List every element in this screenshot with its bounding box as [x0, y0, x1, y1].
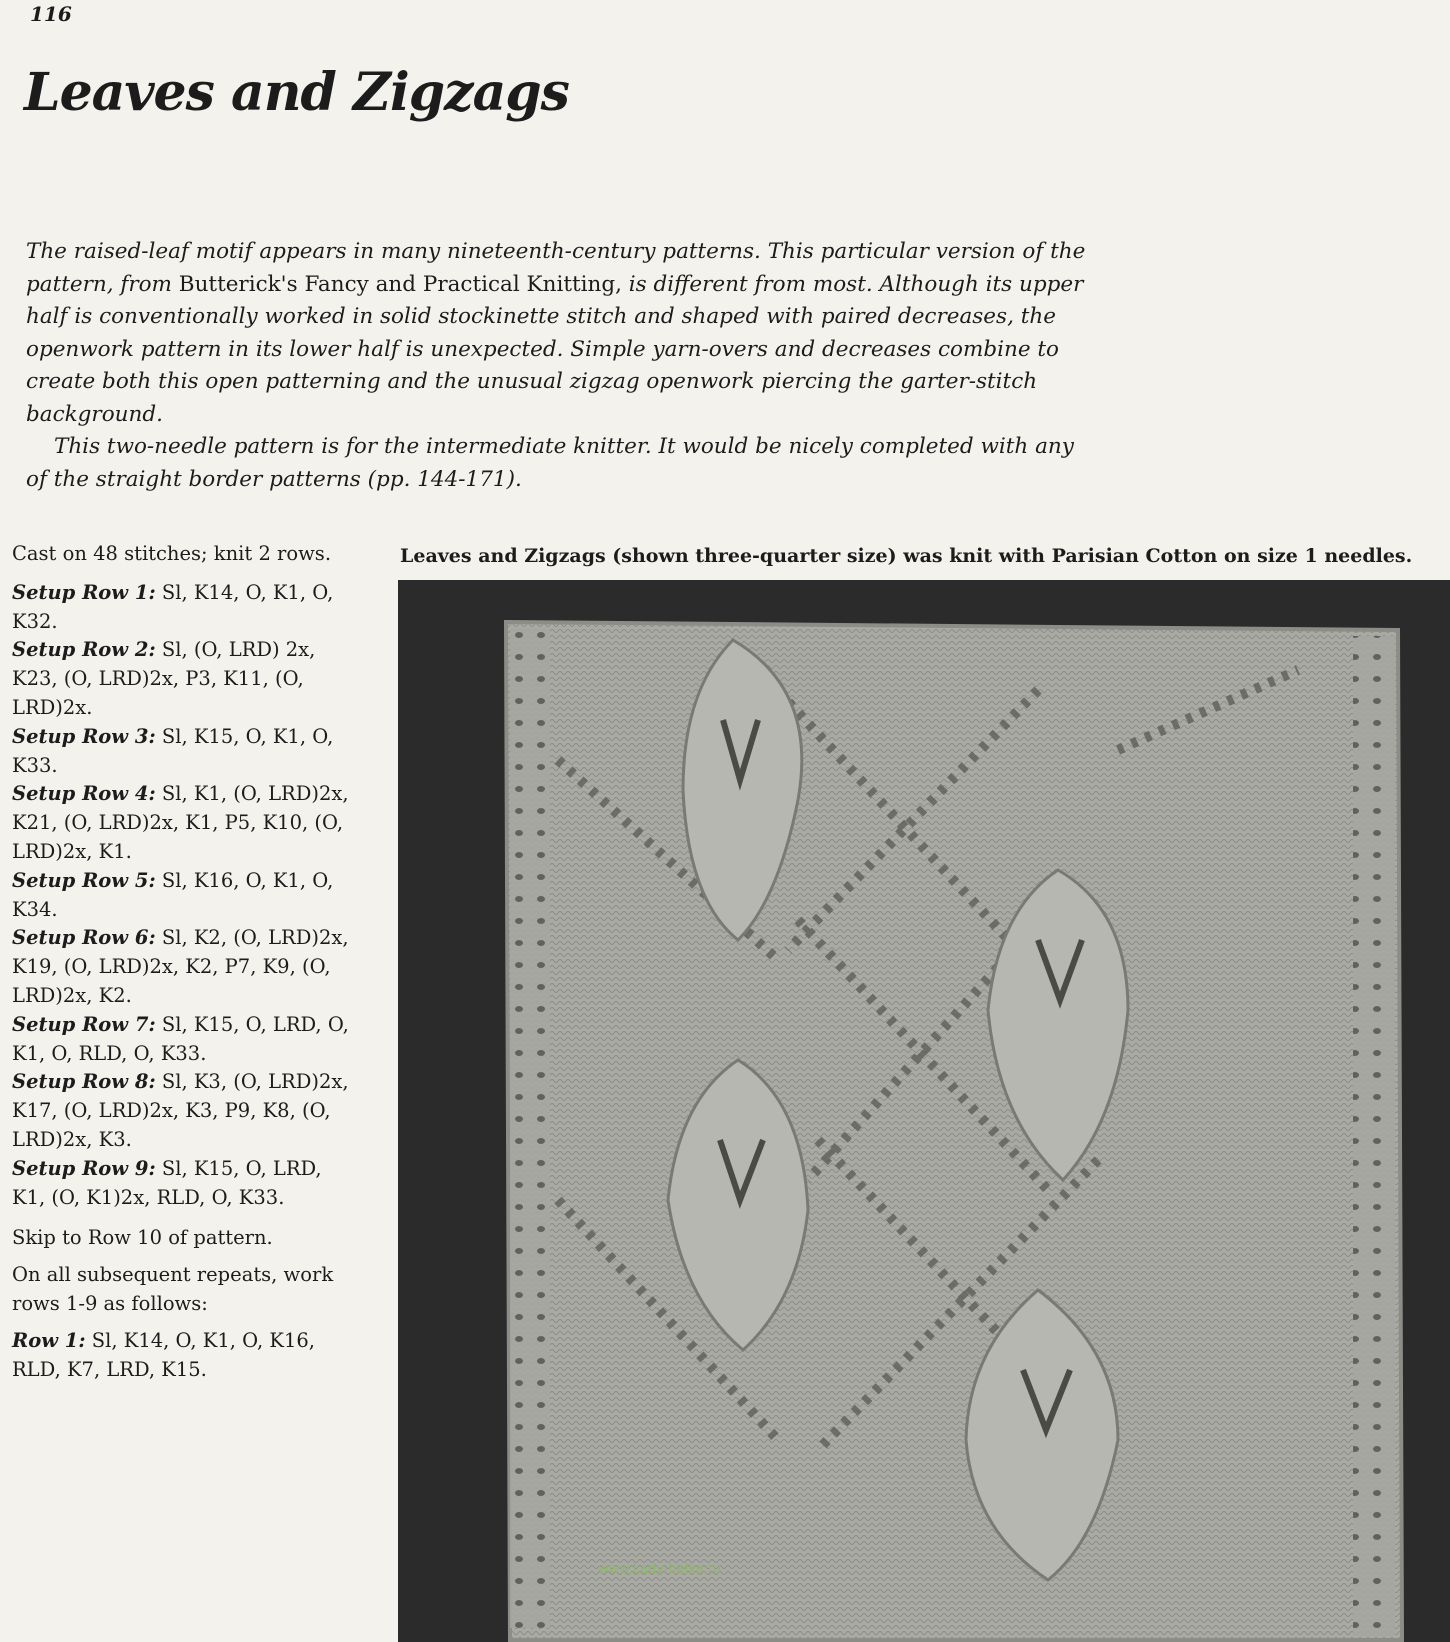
- row-text: Sl, K16, O, K1, O, K34.: [12, 868, 334, 921]
- knitted-swatch-image: [398, 580, 1450, 1642]
- intro-paragraph-2: This two-needle pattern is for the intermediate knitter. It would be nicely completed with any of the straight border patterns (pp. 144-171).: [26, 434, 1074, 492]
- row-label: Setup Row 7:: [12, 1012, 156, 1036]
- row-label: Setup Row 4:: [12, 782, 156, 806]
- row-label: Setup Row 3:: [12, 724, 156, 748]
- page-number: 116: [30, 2, 72, 26]
- row-text: Sl, K14, O, K1, O, K32.: [12, 580, 334, 633]
- row-label: Setup Row 6:: [12, 926, 156, 950]
- row-1: [12, 1327, 352, 1385]
- row-label: Setup Row 1:: [12, 580, 156, 604]
- setup-row: [12, 723, 352, 781]
- row-text: Sl, K15, O, LRD, O, K1, O, RLD, O, K33.: [12, 1012, 349, 1065]
- swatch-photo: [398, 580, 1450, 1642]
- intro-text-part: is different from most. Although its upper half is conventionally worked in solid stockinette stitch and shaped with paired decreases, the openwork pattern in its lower half is unexpected. Simple yarn-overs and decreases combine to create both this open patterning and the unusual zigzag openwork piercing the garter-stitch background.: [26, 271, 1084, 427]
- intro-book-title: Fancy and Practical Knitting,: [297, 271, 629, 297]
- skip-text: Skip to Row 10 of pattern.: [12, 1226, 273, 1250]
- row-text: Sl, K15, O, K1, O, K33.: [12, 724, 334, 777]
- row-label: Setup Row 9:: [12, 1156, 156, 1180]
- page-title: Leaves and Zigzags: [24, 62, 569, 123]
- row-label: Row 1:: [12, 1328, 86, 1352]
- row-text: Sl, K1, (O, LRD)2x, K21, (O, LRD)2x, K1, P5, K10, (O, LRD)2x, K1.: [12, 782, 349, 863]
- row-text: Sl, K3, (O, LRD)2x, K17, (O, LRD)2x, K3, P9, K8, (O, LRD)2x, K3.: [12, 1070, 349, 1151]
- setup-row: [12, 636, 352, 722]
- row-text: Sl, K14, O, K1, O, K16, RLD, K7, LRD, K15.: [12, 1328, 315, 1381]
- row-text: Sl, K15, O, LRD, K1, (O, K1)2x, RLD, O, K33.: [12, 1156, 322, 1209]
- subsequent-text: On all subsequent repeats, work rows 1-9 as follows:: [12, 1263, 334, 1315]
- row-label: Setup Row 5:: [12, 868, 156, 892]
- row-text: Sl, (O, LRD) 2x, K23, (O, LRD)2x, P3, K11, (O, LRD)2x.: [12, 638, 316, 719]
- setup-row: [12, 780, 352, 866]
- setup-row: [12, 1155, 352, 1213]
- setup-row: [12, 1068, 352, 1154]
- photo-caption: Leaves and Zigzags (shown three-quarter size) was knit with Parisian Cotton on size 1 needles.: [400, 545, 1413, 567]
- swatch-body: [506, 622, 1402, 1640]
- intro-source-name: Butterick's: [178, 271, 298, 297]
- cast-on-text: Cast on 48 stitches; knit 2 rows.: [12, 542, 332, 565]
- setup-row: [12, 924, 352, 1010]
- intro-text: [26, 236, 1086, 496]
- setup-row: [12, 867, 352, 925]
- setup-row: [12, 1011, 352, 1069]
- intro-text-part: The raised-leaf motif appears in many nineteenth-century patterns. This particular version of the pattern, from: [26, 239, 1086, 297]
- row-label: Setup Row 2:: [12, 638, 156, 662]
- row-label: Setup Row 8:: [12, 1070, 156, 1094]
- watermark: www.Lady-belka.ru: [598, 1562, 722, 1577]
- pattern-instructions: [12, 540, 352, 1384]
- row-text: Sl, K2, (O, LRD)2x, K19, (O, LRD)2x, K2, P7, K9, (O, LRD)2x, K2.: [12, 926, 349, 1007]
- setup-row: [12, 579, 352, 637]
- intro-paragraph-1: [26, 236, 1086, 431]
